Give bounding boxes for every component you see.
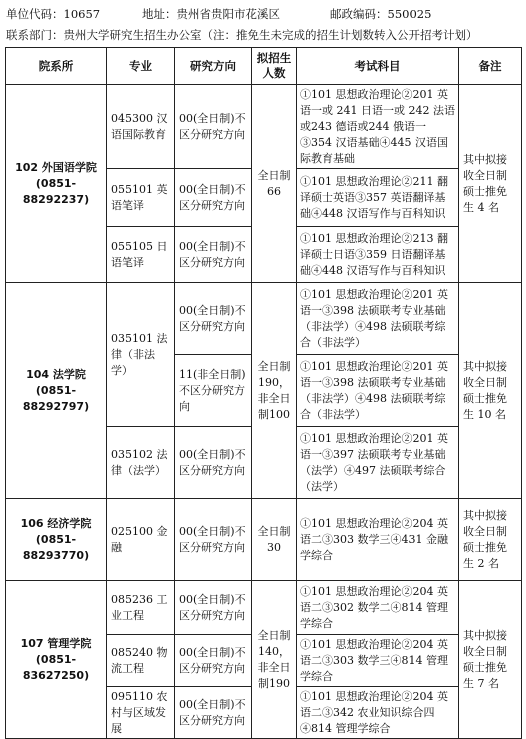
quota-cell: 全日制140，非全日制190 <box>252 581 297 739</box>
table-row <box>6 283 522 355</box>
exam-cell: ①101 思想政治理论②201 英语一③398 法硕联考专业基础（非法学）④498 法硕联考综合（非法学） <box>297 283 459 355</box>
dept-phone: (0851-88293770) <box>22 532 90 562</box>
major-cell: 035101 法律（非法学） <box>107 283 175 427</box>
dept-cell <box>6 283 107 499</box>
table-header-row <box>6 48 522 85</box>
dept-cell <box>6 85 107 283</box>
dept-phone: (0851-88292797) <box>22 383 90 413</box>
direction-cell: 00(全日制)不区分研究方向 <box>175 687 252 739</box>
major-cell: 095110 农村与区域发展 <box>107 687 175 739</box>
major-cell: 085236 工业工程 <box>107 581 175 635</box>
address: 地址：贵州省贵阳市花溪区 <box>142 7 280 21</box>
quota-cell: 全日制190，非全日制100 <box>252 283 297 499</box>
major-cell: 055105 日语笔译 <box>107 227 175 283</box>
direction-cell: 00(全日制)不区分研究方向 <box>175 427 252 499</box>
table-row <box>6 581 522 635</box>
dept-phone: (0851-88292237) <box>22 176 90 206</box>
direction-cell: 00(全日制)不区分研究方向 <box>175 581 252 635</box>
note-cell: 其中拟接收全日制硕士推免生 7 名 <box>459 581 522 739</box>
major-cell: 045300 汉语国际教育 <box>107 85 175 169</box>
col-header-quota: 拟招生人数 <box>252 48 297 85</box>
dept-name: 107 管理学院 <box>20 636 92 650</box>
note-cell: 其中拟接收全日制硕士推免生 10 名 <box>459 283 522 499</box>
exam-cell: ①101 思想政治理论②201 英语一③398 法硕联考专业基础（非法学）④498 法硕联考综合（非法学） <box>297 355 459 427</box>
col-header-direction: 研究方向 <box>175 48 252 85</box>
direction-cell: 11(非全日制)不区分研究方向 <box>175 355 252 427</box>
exam-cell: ①101 思想政治理论②201 英语一③397 法硕联考专业基础（法学）④497 法硕联考综合（法学） <box>297 427 459 499</box>
quota-cell: 全日制30 <box>252 499 297 581</box>
contact-department: 联系部门：贵州大学研究生招生办公室（注：推免生未完成的招生计划数转入公开招考计划） <box>6 28 478 42</box>
header-line-1 <box>6 6 431 22</box>
note-cell: 其中拟接收全日制硕士推免生 4 名 <box>459 85 522 283</box>
exam-cell: ①101 思想政治理论②213 翻译硕士日语③359 日语翻译基础④448 汉语写作与百科知识 <box>297 227 459 283</box>
direction-cell: 00(全日制)不区分研究方向 <box>175 85 252 169</box>
major-cell: 055101 英语笔译 <box>107 169 175 227</box>
direction-cell: 00(全日制)不区分研究方向 <box>175 227 252 283</box>
admissions-table <box>5 47 522 739</box>
exam-cell: ①101 思想政治理论②204 英语二③342 农业知识综合四④814 管理学综合 <box>297 687 459 739</box>
direction-cell: 00(全日制)不区分研究方向 <box>175 283 252 355</box>
dept-cell <box>6 499 107 581</box>
exam-cell: ①101 思想政治理论②204 英语二③302 数学二④814 管理学综合 <box>297 581 459 635</box>
dept-name: 106 经济学院 <box>20 516 92 530</box>
dept-name: 104 法学院 <box>26 367 86 381</box>
exam-cell: ①101 思想政治理论②201 英语一或 241 日语一或 242 法语或243 德语或244 俄语一③354 汉语基础④445 汉语国际教育基础 <box>297 85 459 169</box>
unit-code: 单位代码：10657 <box>6 7 101 21</box>
direction-cell: 00(全日制)不区分研究方向 <box>175 499 252 581</box>
col-header-exam: 考试科目 <box>297 48 459 85</box>
exam-cell: ①101 思想政治理论②204 英语二③303 数学三④431 金融学综合 <box>297 499 459 581</box>
col-header-major: 专业 <box>107 48 175 85</box>
table-row <box>6 85 522 169</box>
exam-cell: ①101 思想政治理论②211 翻译硕士英语③357 英语翻译基础④448 汉语写作与百科知识 <box>297 169 459 227</box>
direction-cell: 00(全日制)不区分研究方向 <box>175 169 252 227</box>
dept-phone: (0851-83627250) <box>22 652 90 682</box>
col-header-note: 备注 <box>459 48 522 85</box>
header-line-2 <box>6 27 478 43</box>
major-cell: 035102 法律（法学） <box>107 427 175 499</box>
exam-cell: ①101 思想政治理论②204 英语二③303 数学三④814 管理学综合 <box>297 635 459 687</box>
major-cell: 085240 物流工程 <box>107 635 175 687</box>
table-row <box>6 499 522 581</box>
dept-name: 102 外国语学院 <box>15 160 97 174</box>
note-cell: 其中拟接收全日制硕士推免生 2 名 <box>459 499 522 581</box>
direction-cell: 00(全日制)不区分研究方向 <box>175 635 252 687</box>
col-header-dept: 院系所 <box>6 48 107 85</box>
quota-cell: 全日制66 <box>252 85 297 283</box>
dept-cell <box>6 581 107 739</box>
postcode: 邮政编码：550025 <box>330 7 432 21</box>
major-cell: 025100 金融 <box>107 499 175 581</box>
